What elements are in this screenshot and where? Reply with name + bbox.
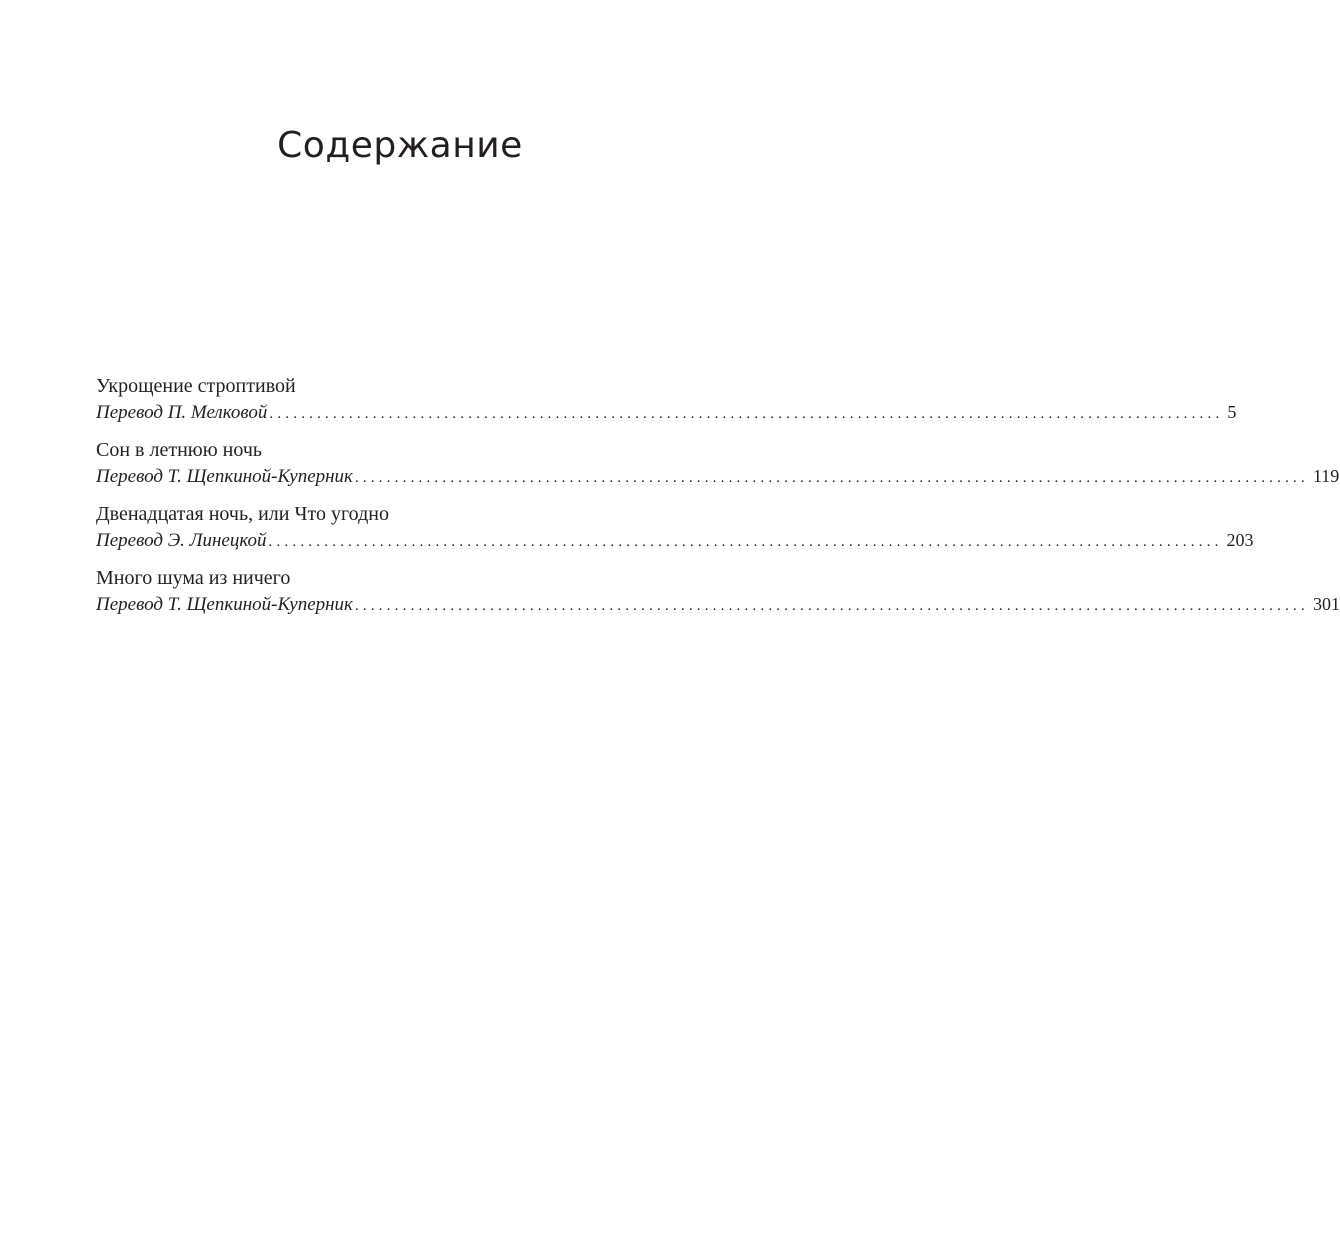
entry-page-number: 301	[1312, 594, 1340, 614]
dot-leader: ........................................................................................................................	[354, 598, 1309, 614]
entry-page-number: 203	[1226, 530, 1254, 550]
dot-leader: ........................................................................................................................	[268, 534, 1223, 550]
toc-entry	[96, 565, 1340, 629]
entry-translator: Перевод Э. Линецкой	[96, 530, 267, 551]
toc-entry	[96, 501, 1254, 565]
page-title: Содержание	[277, 125, 523, 166]
entry-translator: Перевод Т. Щепкиной-Куперник	[96, 466, 353, 487]
entry-title: Сон в летнюю ночь	[96, 439, 263, 461]
entry-translator: Перевод П. Мелковой	[96, 402, 268, 423]
entry-page-number: 119	[1312, 466, 1340, 486]
entry-line	[96, 399, 1237, 425]
entry-title: Укрощение строптивой	[96, 375, 296, 397]
dot-leader: ........................................................................................................................	[354, 470, 1309, 486]
dot-leader: ........................................................................................................................	[269, 406, 1224, 422]
entry-title: Двенадцатая ночь, или Что угодно	[96, 503, 389, 525]
entry-line	[96, 463, 1340, 489]
entry-title: Много шума из ничего	[96, 567, 291, 589]
entry-page-number: 5	[1227, 402, 1237, 422]
entry-translator: Перевод Т. Щепкиной-Куперник	[96, 594, 353, 615]
table-of-contents	[96, 373, 1340, 629]
entry-line	[96, 527, 1254, 553]
toc-entry	[96, 437, 1340, 501]
toc-entry	[96, 373, 1237, 437]
entry-line	[96, 591, 1340, 617]
